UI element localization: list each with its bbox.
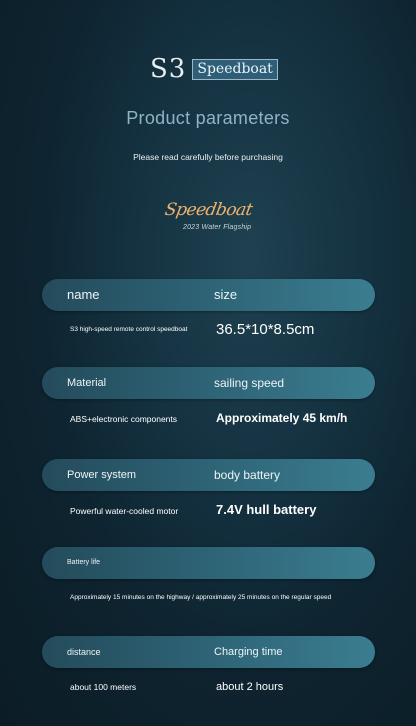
param-header-material-speed — [42, 367, 375, 399]
param-value-sailing-speed: Approximately 45 km/h — [216, 411, 348, 425]
param-label-material: Material — [67, 377, 107, 389]
param-label-distance: distance — [67, 647, 101, 657]
logo-name-box: Speedboat — [192, 59, 277, 80]
param-header-distance-charging — [42, 636, 375, 668]
param-label-name: name — [67, 287, 100, 302]
param-label-size: size — [214, 287, 238, 302]
param-label-sailing-speed: sailing speed — [214, 376, 285, 390]
param-value-battery-life: Approximately 15 minutes on the highway / approximately 25 minutes on the regular speed — [70, 594, 332, 601]
brand-tagline: 2023 Water Flagship — [183, 224, 252, 231]
brand-mark — [165, 200, 265, 240]
param-header-battery-life — [42, 547, 375, 579]
brand-script: Speedboat — [163, 200, 254, 220]
param-value-material: ABS+electronic components — [70, 414, 178, 424]
page-title: Product parameters — [126, 108, 290, 128]
param-header-power-battery — [42, 459, 375, 491]
param-label-power-system: Power system — [67, 469, 137, 481]
param-label-battery-life: Battery life — [67, 559, 101, 566]
param-header-name-size — [42, 279, 375, 311]
param-value-name: S3 high-speed remote control speedboat — [70, 326, 188, 333]
param-value-charging-time: about 2 hours — [216, 681, 284, 693]
param-label-body-battery: body battery — [214, 468, 281, 482]
param-value-size: 36.5*10*8.5cm — [216, 321, 315, 338]
param-value-body-battery: 7.4V hull battery — [216, 502, 317, 517]
param-label-charging-time: Charging time — [214, 646, 283, 658]
page-subtitle: Please read carefully before purchasing — [133, 152, 283, 162]
logo-model: S3 — [150, 54, 187, 84]
param-value-distance: about 100 meters — [70, 682, 137, 692]
speedboat-logo — [150, 56, 278, 82]
param-value-power-system: Powerful water-cooled motor — [70, 506, 179, 516]
